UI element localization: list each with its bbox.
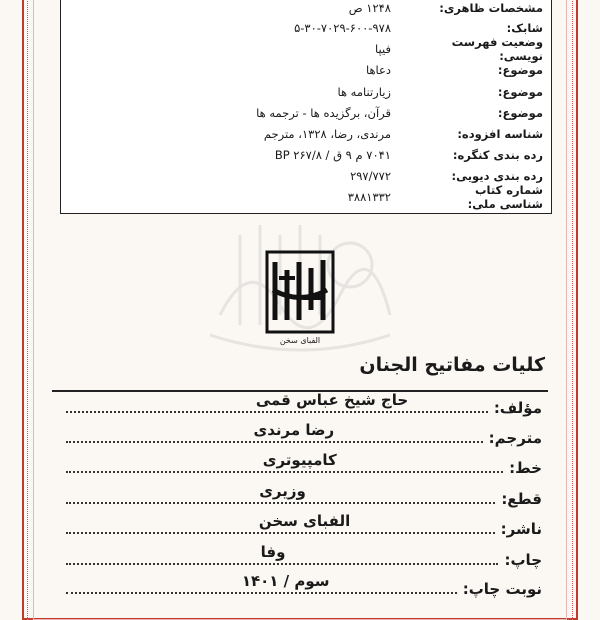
cip-row — [69, 103, 543, 123]
detail-value: وزیری — [259, 482, 306, 500]
dotted-leader — [66, 512, 495, 534]
cip-label: شناسه افزوده: — [457, 127, 543, 141]
cip-value: ۵-۳۰-۷۰۲۹-۶۰۰-۹۷۸ — [294, 21, 391, 35]
cip-label: موضوع: — [497, 106, 543, 120]
dotted-leader — [66, 391, 488, 413]
cip-label: رده بندی کنگره: — [452, 148, 543, 162]
cip-value: مرندی، رضا، ۱۳۲۸، مترجم — [263, 127, 391, 141]
detail-label: مترجم: — [488, 429, 542, 447]
cataloging-in-publication-box — [60, 0, 552, 214]
publisher-logo — [265, 250, 335, 342]
cip-label: رده بندی دیویی: — [451, 169, 543, 183]
cip-value: ۱۲۴۸ ص — [348, 1, 391, 15]
cip-label: شماره کتاب شناسی ملی: — [467, 183, 543, 211]
detail-row-publisher — [60, 512, 542, 544]
cip-row — [69, 0, 543, 18]
detail-value: وفا — [260, 543, 286, 561]
cip-row — [69, 60, 543, 80]
detail-label: مؤلف: — [493, 399, 542, 417]
detail-row-author — [60, 391, 542, 423]
detail-label: ناشر: — [500, 520, 542, 538]
cip-row — [69, 145, 543, 165]
detail-label: خط: — [509, 459, 542, 477]
cip-row — [69, 124, 543, 144]
cip-label: وضعیت فهرست نویسی: — [451, 35, 543, 63]
cip-value: ۷۰۴۱ م ۹ ق / ۲۶۷/۸ BP — [274, 148, 391, 162]
dotted-leader — [66, 421, 483, 443]
detail-row-translator — [60, 421, 542, 453]
detail-row-edition — [60, 572, 542, 604]
cip-value: قرآن، برگزیده ها - ترجمه ها — [256, 106, 391, 120]
dotted-leader — [66, 482, 495, 504]
cip-label: موضوع: — [497, 63, 543, 77]
detail-label: چاپ: — [504, 551, 542, 569]
detail-label: نوبت چاپ: — [462, 580, 542, 598]
cip-value: ۳۸۸۱۳۳۲ — [347, 190, 391, 204]
detail-label: قطع: — [501, 490, 542, 508]
detail-value: الفبای سخن — [258, 512, 351, 530]
cip-value: زیارتنامه ها — [337, 85, 391, 99]
publisher-logo-caption: الفبای سخن — [279, 336, 321, 345]
cip-label: موضوع: — [497, 85, 543, 99]
detail-row-size — [60, 482, 542, 514]
detail-value: کامپیوتری — [262, 451, 337, 469]
cip-label: مشخصات ظاهری: — [439, 1, 543, 15]
cip-label: شابک: — [506, 21, 543, 35]
detail-value: حاج شیخ عباس قمی — [255, 391, 409, 409]
cip-value: فیپا — [375, 42, 391, 56]
cip-row — [69, 35, 543, 63]
detail-value: رضا مرندی — [253, 421, 335, 439]
cip-row — [69, 82, 543, 102]
dotted-leader — [66, 451, 503, 473]
dotted-leader — [66, 543, 498, 565]
detail-row-font — [60, 451, 542, 483]
cip-value: ۲۹۷/۷۷۲ — [350, 169, 391, 183]
cip-value: دعاها — [365, 63, 391, 77]
book-title: کلیات مفاتیح الجنان — [359, 354, 545, 376]
dotted-leader — [66, 572, 457, 594]
detail-value: سوم / ۱۴۰۱ — [241, 572, 330, 590]
